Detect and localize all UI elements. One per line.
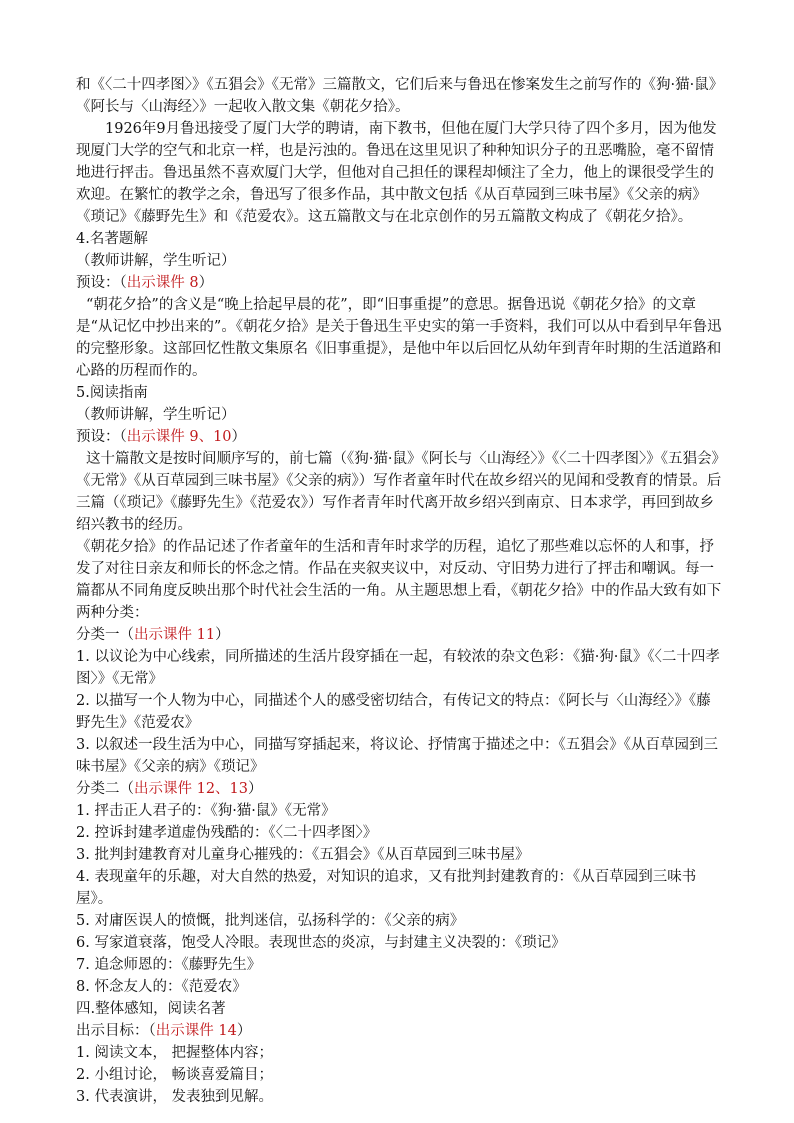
preset-1: 预设：（出示课件 8） — [76, 275, 214, 291]
courseware-ref-12-13: 出示课件 12、13 — [134, 781, 249, 797]
preset-2: 预设：（出示课件 9、10） — [76, 429, 247, 445]
intro-paragraph: 和《〈二十四孝图〉》《五猖会》《无常》三篇散文，它们后来与鲁迅在惨案发生之前写作的《狗·猫·鼠》《阿长与〈山海经〉》一起收入散文集《朝花夕拾》。 — [76, 77, 724, 115]
goal-item: 3. 代表演讲， 发表独到见解。 — [76, 1089, 274, 1105]
content-paragraph: 《朝花夕拾》的作品记述了作者童年的生活和青年时求学的历程，追忆了那些难以忘怀的人和事，抒发了对往日亲友和师长的怀念之情。作品在夹叙夹议中，对反动、守旧势力进行了抨击和嘲讽。每一篇都从不同角度反映出那个时代社会生活的一角。从主题思想上看，《朝花夕拾》中的作品大致有如下两种分类： — [76, 539, 722, 621]
order-paragraph: 这十篇散文是按时间顺序写的，前七篇（《狗·猫·鼠》《阿长与〈山海经〉》《〈二十四孝图〉》《五猖会》《无常》《从百草园到三味书屋》《父亲的病》）写作者童年时代在故乡绍兴的见闻和受教育的情景。后三篇（《琐记》《藤野先生》《范爱农》）写作者青年时代离开故乡绍兴到南京、日本求学，再回到故乡绍兴教书的经历。 — [76, 451, 722, 533]
category-2-heading: 分类二（出示课件 12、13） — [76, 781, 263, 797]
courseware-ref-14: 出示课件 14 — [155, 1023, 237, 1039]
category-2-item: 5. 对庸医误人的愤慨，批判迷信，弘扬科学的：《父亲的病》 — [76, 913, 465, 929]
category-2-item: 8. 怀念友人的：《范爱农》 — [76, 979, 247, 995]
xiamen-paragraph: 1926年9月鲁迅接受了厦门大学的聘请，南下教书，但他在厦门大学只待了四个多月，因为他发现厦门大学的空气和北京一样，也是污浊的。鲁迅在这里见识了种种知识分子的丑恶嘴脸，毫不留情地进行抨击。鲁迅虽然不喜欢厦门大学，但他对自己担任的课程却倾注了全力，他上的课很受学生的欢迎。在繁忙的教学之余，鲁迅写了很多作品，其中散文包括《从百草园到三味书屋》《父亲的病》《琐记》《藤野先生》和《范爱农》。这五篇散文与在北京创作的另五篇散文构成了《朝花夕拾》。 — [76, 121, 717, 225]
category-2-item: 3. 批判封建教育对儿童身心摧残的：《五猖会》《从百草园到三味书屋》 — [76, 847, 530, 863]
category-1-item: 3. 以叙述一段生活为中心，同描写穿插起来，将议论、抒情寓于描述之中：《五猖会》《从百草园到三味书屋》《父亲的病》《琐记》 — [76, 737, 718, 775]
category-2-item: 2. 控诉封建孝道虚伪残酷的：《〈二十四孝图〉》 — [76, 825, 378, 841]
courseware-ref-9-10: 出示课件 9、10 — [126, 429, 232, 445]
courseware-ref-8: 出示课件 8 — [126, 275, 199, 291]
teacher-note-2: （教师讲解，学生听记） — [76, 407, 236, 423]
document-page — [76, 74, 724, 1108]
heading-reading-guide: 5.阅读指南 — [76, 385, 148, 401]
section-4-heading: 四.整体感知，阅读名著 — [76, 1001, 226, 1017]
category-1-heading: 分类一（出示课件 11） — [76, 627, 230, 643]
meaning-paragraph: “朝花夕拾”的含义是“晚上拾起早晨的花”，即“旧事重提”的意思。据鲁迅说《朝花夕拾》的文章是“从记忆中抄出来的”。《朝花夕拾》是关于鲁迅生平史实的第一手资料，我们可以从中看到早年鲁迅的完整形象。这部回忆性散文集原名《旧事重提》，是他中年以后回忆从幼年到青年时期的生活道路和心路的历程而作的。 — [76, 297, 722, 379]
category-1-item: 2. 以描写一个人物为中心，同描述个人的感受密切结合，有传记文的特点：《阿长与〈山海经〉》《藤野先生》《范爱农》 — [76, 693, 711, 731]
category-1-item: 1. 以议论为中心线索，同所描述的生活片段穿插在一起，有较浓的杂文色彩：《猫·狗·鼠》《〈二十四孝图〉》《无常》 — [76, 649, 720, 687]
preset-2-label: 预设：（ — [76, 429, 127, 445]
category-2-item: 6. 写家道衰落，饱受人冷眼。表现世态的炎凉，与封建主义决裂的：《琐记》 — [76, 935, 566, 951]
goal-item: 2. 小组讨论， 畅谈喜爱篇目； — [76, 1067, 274, 1083]
teacher-note-1: （教师讲解，学生听记） — [76, 253, 236, 269]
category-2-item: 1. 抨击正人君子的：《狗·猫·鼠》《无常》 — [76, 803, 336, 819]
category-2-item: 4. 表现童年的乐趣，对大自然的热爱，对知识的追求，又有批判封建教育的：《从百草园到三味书屋》。 — [76, 869, 697, 907]
heading-title-explanation: 4.名著题解 — [76, 231, 148, 247]
category-2-item: 7. 追念师恩的：《藤野先生》 — [76, 957, 262, 973]
goal-heading: 出示目标：（出示课件 14） — [76, 1023, 252, 1039]
preset-1-label: 预设：（ — [76, 275, 127, 291]
courseware-ref-11: 出示课件 11 — [134, 627, 216, 643]
goal-item: 1. 阅读文本， 把握整体内容； — [76, 1045, 274, 1061]
